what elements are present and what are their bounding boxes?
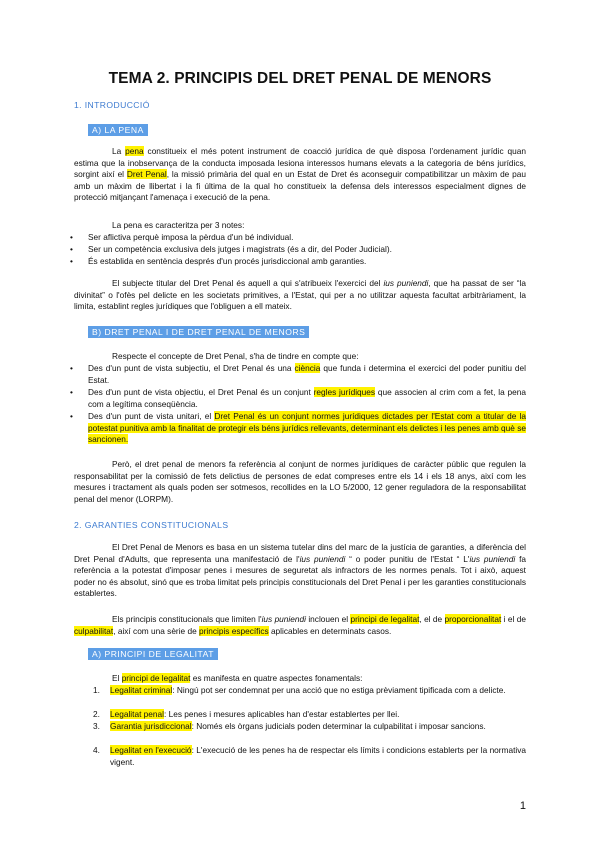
paragraph-sistema-tutelar: El Dret Penal de Menors es basa en un sistema tutelar dins del marc de la justícia de garanties, a diferència del Dret Penal d'Adults, que representa una manifestació de l'ius puniendi “ o poder punitiu de l'Estat “ L'ius puniendi fa referència a la potestat d'imposar penes i mesures de seguretat als infractors de les normes penals. Tot i això, aquest poder no és absolut, sinó que es troba limitat pels principis constitucionals del Dret Penal i per les garanties constitucionals establertes. — [74, 542, 526, 599]
highlight: principis específics — [199, 625, 269, 636]
list-item: • Des d'un punt de vista unitari, el Dret Penal és un conjunt normes jurídiques dictades per l'Estat com a titular de la potestat punitiva amb la finalitat de protegir els béns jurídics rellevants, determinant els delictes i les penes amb què se sancionen. — [70, 411, 526, 445]
list-item: • És establida en sentència després d'un procés jurisdiccional amb garanties. — [70, 256, 367, 266]
list-item: • Des d'un punt de vista objectiu, el Dret Penal és un conjunt regles jurídiques que associen al crim com a fet, la pena com a legítima conseqüència. — [70, 387, 526, 409]
subheading-dret-penal: B) DRET PENAL I DE DRET PENAL DE MENORS — [88, 326, 309, 338]
paragraph-pena: La pena constitueix el més potent instrument de coacció jurídica de què disposa l’ordenament jurídic quan estima que la inobservança de la conducta imposada lesiona interessos humans elevats a la categoria de béns jurídics, sorgint així el Dret Penal, la missió primària del qual en un Estat de Dret és aconseguir compatibilitzar un màxim de pau amb un màxim de llibertat i la fi última de la qual ho constitueix la defensa dels interessos especialment dignes de protecció mitjançant l'amenaça i execució de la pena. — [74, 146, 527, 203]
section-heading-introduccio: 1. INTRODUCCIÓ — [74, 100, 150, 110]
page-number: 1 — [519, 800, 526, 812]
highlight: Dret Penal — [126, 169, 167, 180]
paragraph-subjecte: El subjecte titular del Dret Penal és aquell a qui s'atribueix l'exercici del ius puniendi, que ha passat de ser “la divinitat” o l'ofès pel delicte en les societats primitives, a l'Estat, qui per a no utilitzar aquesta facultat arbitràriament, la limita, establint regles jurídiques que l'obliguen a ell mateix. — [74, 278, 526, 312]
list-item: • Des d'un punt de vista subjectiu, el Dret Penal és una ciència que funda i determina el exercici del poder punitiu del Estat. — [70, 363, 527, 385]
highlight: Legalitat criminal — [110, 685, 173, 695]
highlight: Legalitat en l'execució — [110, 745, 192, 755]
list-item: • Ser aflictiva perquè imposa la pèrdua d'un bé individual. — [70, 232, 294, 242]
paragraph-principis: Els principis constitucionals que limiten l'ius puniendi inclouen el principi de legalitat, el de proporcionalitat i el de culpabilitat, així com una sèrie de principis específics aplicables en determinats casos. — [74, 614, 526, 636]
highlight: Dret Penal és un conjunt normes jurídiques dictades per l'Estat com a titular de la potestat punitiva amb la finalitat de protegir els béns jurídics rellevants, determinant els delictes i les penes amb què se sancionen. — [88, 411, 526, 445]
highlight: principi de legalitat — [121, 673, 191, 683]
highlight: Garantia jurisdiccional — [110, 721, 192, 731]
highlight: ciència — [294, 363, 321, 373]
notes-intro: La pena es caracteritza per 3 notes: — [112, 220, 245, 230]
subheading-legalitat: A) PRINCIPI DE LEGALITAT — [88, 648, 218, 660]
concept-intro: Respecte el concepte de Dret Penal, s'ha de tindre en compte que: — [112, 351, 359, 361]
numbered-item: 4. Legalitat en l'execució: L'execució de les penes ha de respectar els límits i condicions establerts per la normativa vigent. — [93, 745, 526, 767]
list-item: • Ser un competència exclusiva dels jutges i magistrats (és a dir, del Poder Judicial). — [70, 244, 392, 254]
highlight: regles jurídiques — [313, 387, 376, 397]
highlight: pena — [125, 146, 144, 156]
numbered-item: 3. Garantia jurisdiccional: Només els òrgans judicials poden determinar la culpabilitat i imposar sancions. — [93, 721, 486, 731]
section-heading-garanties: 2. GARANTIES CONSTITUCIONALS — [74, 520, 229, 530]
numbered-item: 2. Legalitat penal: Les penes i mesures aplicables han d'estar establertes per llei. — [93, 709, 400, 719]
page-title: TEMA 2. PRINCIPIS DEL DRET PENAL DE MENORS — [108, 70, 492, 87]
legalitat-intro: El principi de legalitat es manifesta en quatre aspectes fonamentals: — [112, 673, 363, 683]
paragraph-menors: Però, el dret penal de menors fa referència al conjunt de normes jurídiques de caràcter públic que regulen la responsabilitat per la comissió de fets delictius de persones de edat compreses entre els 14 i els 18 anys, així com les mesures i tractament als quals poden ser sotmesos, recollides en la LO 5/2000, 12 gener reguladora de la responsabilitat penal del menor (LORPM). — [74, 459, 526, 504]
highlight: proporcionalitat — [444, 614, 502, 624]
subheading-la-pena: A) LA PENA — [88, 124, 148, 136]
highlight: Legalitat penal — [110, 709, 164, 719]
highlight: principi de legalitat — [350, 614, 420, 624]
numbered-item: 1. Legalitat criminal: Ningú pot ser condemnat per una acció que no estiga prèviament tipificada com a delicte. — [93, 685, 506, 695]
highlight: culpabilitat — [74, 625, 114, 636]
